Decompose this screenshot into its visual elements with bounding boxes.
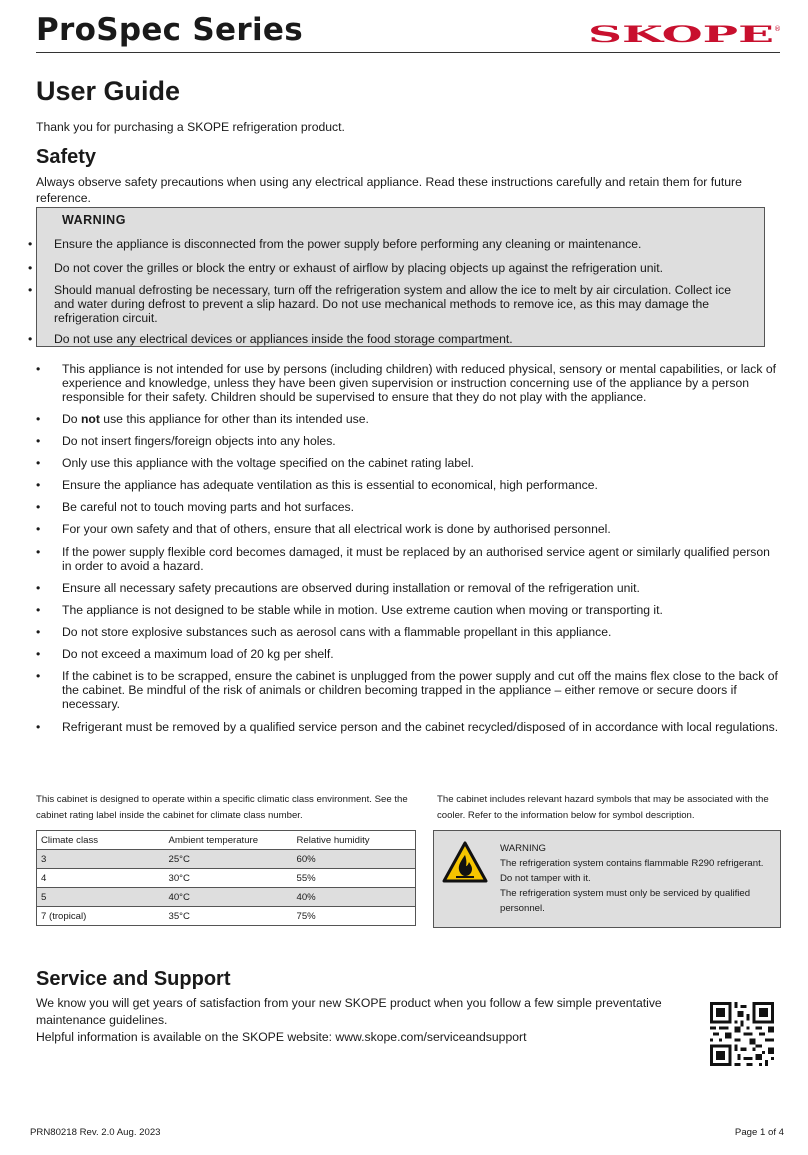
bullet: • xyxy=(28,283,33,297)
bullet: • xyxy=(36,456,41,470)
table-header-cell: Climate class xyxy=(37,831,165,850)
page-number: Page 1 of 4 xyxy=(734,1127,784,1138)
document-id: PRN80218 Rev. 2.0 Aug. 2023 xyxy=(30,1127,161,1138)
skope-logo xyxy=(588,22,780,46)
table-cell: 40% xyxy=(293,888,416,907)
table-cell: 40°C xyxy=(165,888,293,907)
bullet: • xyxy=(36,500,41,514)
intro-text: Thank you for purchasing a SKOPE refrigeration product. xyxy=(36,120,345,134)
bullet: • xyxy=(36,522,41,536)
bullet: • xyxy=(36,603,41,617)
hazard-note: The cabinet includes relevant hazard symbols that may be associated with the cooler. Refer to the information below for symbol description. xyxy=(437,794,769,821)
table-cell: 3 xyxy=(37,850,165,869)
bullet: • xyxy=(36,362,41,376)
service-heading: Service and Support xyxy=(36,968,231,990)
table-cell: 35°C xyxy=(165,907,293,926)
bullet: • xyxy=(36,669,41,683)
bullet: • xyxy=(36,625,41,639)
bullet: • xyxy=(28,237,33,251)
table-cell: 75% xyxy=(293,907,416,926)
qr-code-icon xyxy=(710,1002,774,1066)
bullet: • xyxy=(36,478,41,492)
page-title: User Guide xyxy=(36,76,181,106)
series-title: ProSpec Series xyxy=(36,12,303,48)
hazard-title: WARNING xyxy=(500,843,547,854)
table-cell: 30°C xyxy=(165,869,293,888)
hazard-line: The refrigeration system must only be serviced by qualified personnel. xyxy=(500,888,751,914)
table-header-cell: Ambient temperature xyxy=(165,831,293,850)
table-header-row xyxy=(37,831,416,850)
table-cell: 25°C xyxy=(165,850,293,869)
svg-text:®: ® xyxy=(774,25,781,33)
table-cell: 4 xyxy=(37,869,165,888)
safety-intro: Always observe safety precautions when using any electrical appliance. Read these instructions carefully and retain them for future reference. xyxy=(36,175,742,205)
table-row xyxy=(37,907,416,926)
table-row xyxy=(37,888,416,907)
table-header-cell: Relative humidity xyxy=(293,831,416,850)
bullet: • xyxy=(28,261,33,275)
warning-box xyxy=(36,207,765,347)
service-paragraph: We know you will get years of satisfaction from your new SKOPE product when you follow a few simple preventative maintenance guidelines. xyxy=(36,996,662,1027)
table-cell: 55% xyxy=(293,869,416,888)
logo-text: SKOPE xyxy=(588,22,774,48)
warning-title: WARNING xyxy=(62,213,126,227)
table-cell: 7 (tropical) xyxy=(37,907,165,926)
flammable-hazard-icon xyxy=(442,841,488,883)
service-paragraph: Helpful information is available on the SKOPE website: www.skope.com/serviceandsupport xyxy=(36,1030,527,1044)
table-row xyxy=(37,850,416,869)
header-rule xyxy=(36,52,780,53)
bullet: • xyxy=(36,647,41,661)
climate-note: This cabinet is designed to operate within a specific climatic class environment. See the cabinet rating label inside the cabinet for climate class number. xyxy=(36,794,408,821)
table-cell: 5 xyxy=(37,888,165,907)
bullet: • xyxy=(28,332,33,346)
bullet: • xyxy=(36,434,41,448)
bullet: • xyxy=(36,412,41,426)
bullet: • xyxy=(36,581,41,595)
table-cell: 60% xyxy=(293,850,416,869)
bullet: • xyxy=(36,545,41,559)
table-row xyxy=(37,869,416,888)
hazard-line: The refrigeration system contains flammable R290 refrigerant. Do not tamper with it. xyxy=(500,858,764,884)
safety-heading: Safety xyxy=(36,146,97,168)
climate-table xyxy=(36,830,416,926)
bullet: • xyxy=(36,720,41,734)
hazard-box xyxy=(433,830,781,928)
